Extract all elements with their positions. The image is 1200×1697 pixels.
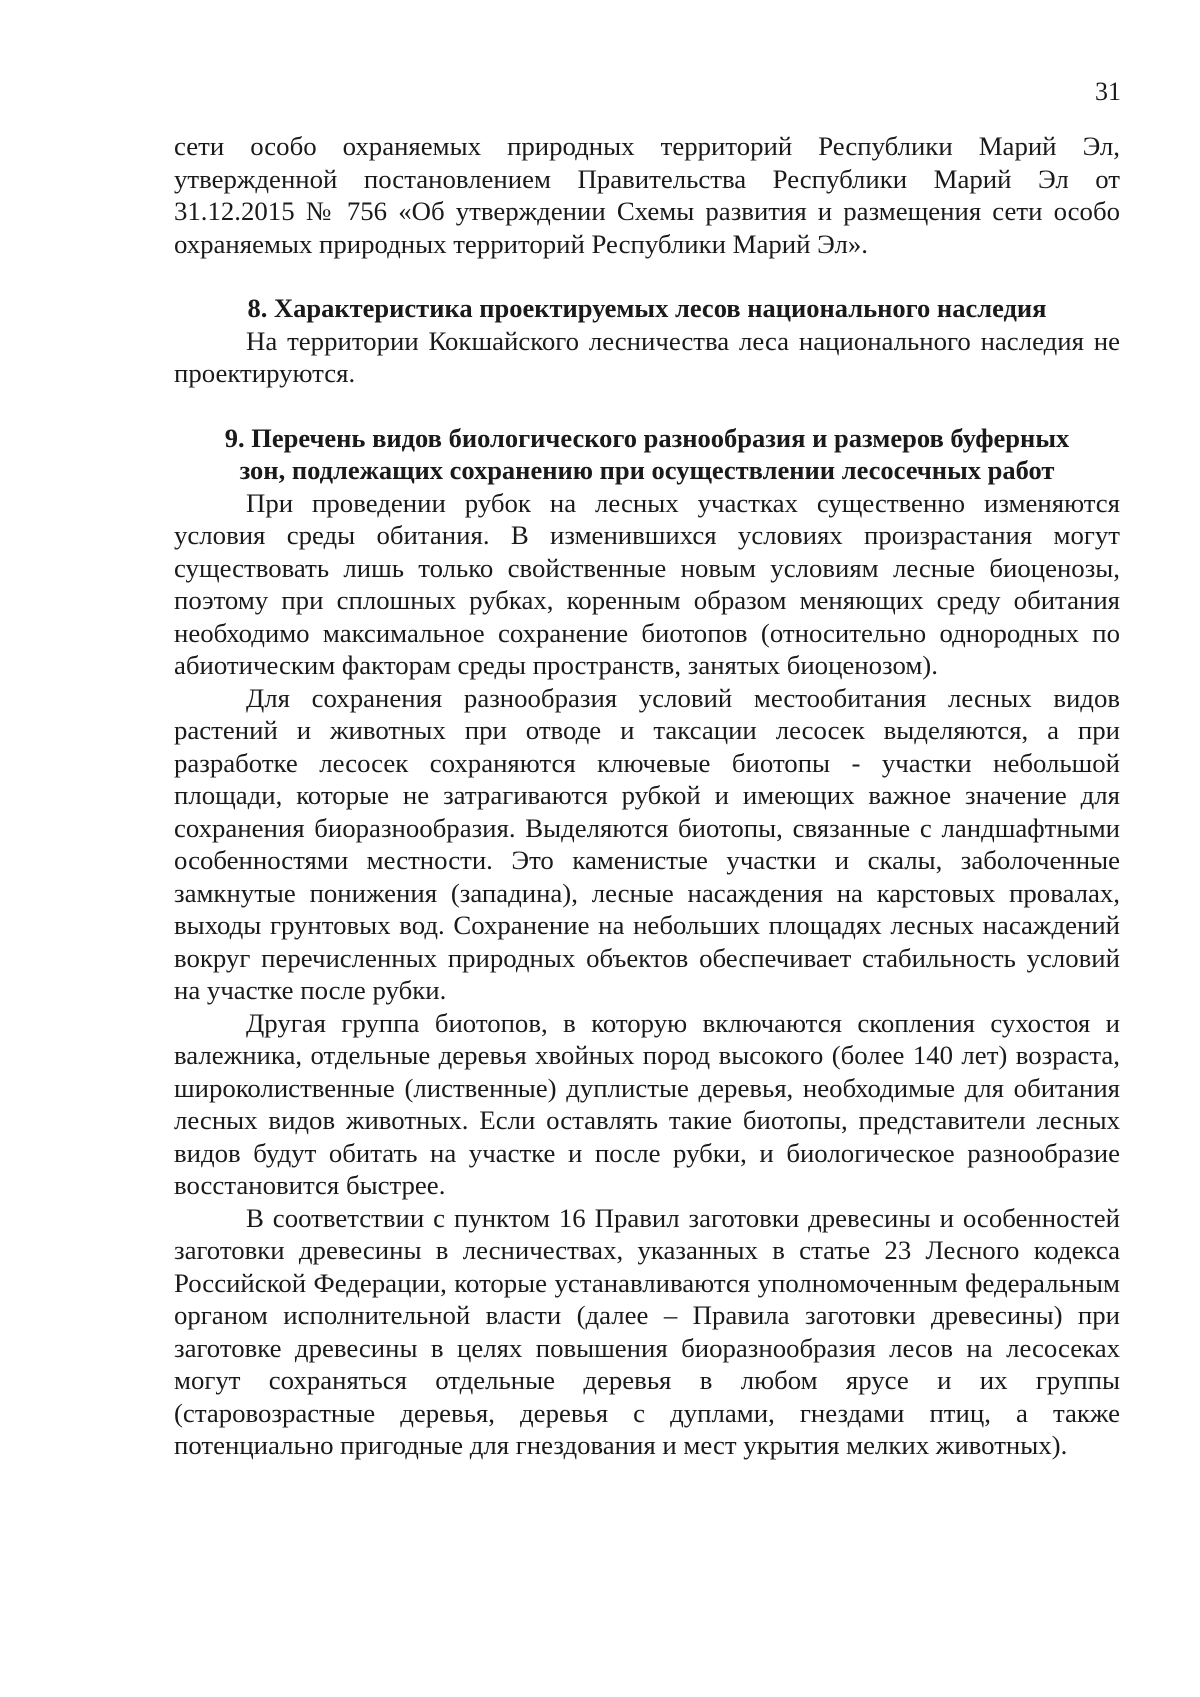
- section-9-heading-line-2: зон, подлежащих сохранению при осуществлении лесосечных работ: [239, 455, 1055, 485]
- page-number: 31: [1095, 77, 1121, 106]
- section-8-paragraph: На территории Кокшайского лесничества леса национального наследия не проектируются.: [174, 325, 1120, 388]
- section-9-heading-line-1: 9. Перечень видов биологического разнообразия и размеров буферных: [224, 422, 1070, 453]
- section-9-paragraph-1: При проведении рубок на лесных участках существенно изменяются условия среды обитания. В изменившихся условиях произрастания могут существовать лишь только свойственные новым условиям лесные биоценозы, поэтому при сплошных рубках, коренным образом меняющих среду обитания необходимо максимальное сохранение биотопов (относительно однородных по абиотическим факторам среды пространств, занятых биоценозом).: [174, 487, 1120, 680]
- section-9-paragraph-2: Для сохранения разнообразия условий местообитания лесных видов растений и животных при отводе и таксации лесосек выделяются, а при разработке лесосек сохраняются ключевые биотопы - участки небольшой площади, которые не затрагиваются рубкой и имеющих важное значение для сохранения биоразнообразия. Выделяются биотопы, связанные с ландшафтными особенностями местности. Это каменистые участки и скалы, заболоченные замкнутые понижения (западина), лесные насаждения на карстовых провалах, выходы грунтовых вод. Сохранение на небольших площадях лесных насаждений вокруг перечисленных природных объектов обеспечивает стабильность условий на участке после рубки.: [174, 682, 1120, 1005]
- spacer: [174, 390, 1120, 422]
- spacer: [174, 260, 1120, 292]
- section-9-paragraph-4: В соответствии с пунктом 16 Правил заготовки древесины и особенностей заготовки древесины в лесничествах, указанных в статье 23 Лесного кодекса Российской Федерации, которые устанавливаются уполномоченным федеральным органом исполнительной власти (далее – Правила заготовки древесины) при заготовке древесины в целях повышения биоразнообразия лесов на лесосеках могут сохраняться отдельные деревья в любом ярусе и их группы (старовозрастные деревья, деревья с дуплами, гнездами птиц, а также потенциально пригодные для гнездования и мест укрытия мелких животных).: [174, 1202, 1120, 1460]
- document-body: [174, 130, 1120, 1462]
- section-9-paragraph-3: Другая группа биотопов, в которую включаются скопления сухостоя и валежника, отдельные деревья хвойных пород высокого (более 140 лет) возраста, широколиственные (лиственные) дуплистые деревья, необходимые для обитания лесных видов животных. Если оставлять такие биотопы, представители лесных видов будут обитать на участке и после рубки, и биологическое разнообразие восстановится быстрее.: [174, 1007, 1120, 1200]
- section-8-heading: 8. Характеристика проектируемых лесов национального наследия: [247, 293, 1047, 323]
- intro-paragraph: сети особо охраняемых природных территорий Республики Марий Эл, утвержденной постановлением Правительства Республики Марий Эл от 31.12.2015 № 756 «Об утверждении Схемы развития и размещения сети особо охраняемых природных территорий Республики Марий Эл».: [174, 131, 1120, 259]
